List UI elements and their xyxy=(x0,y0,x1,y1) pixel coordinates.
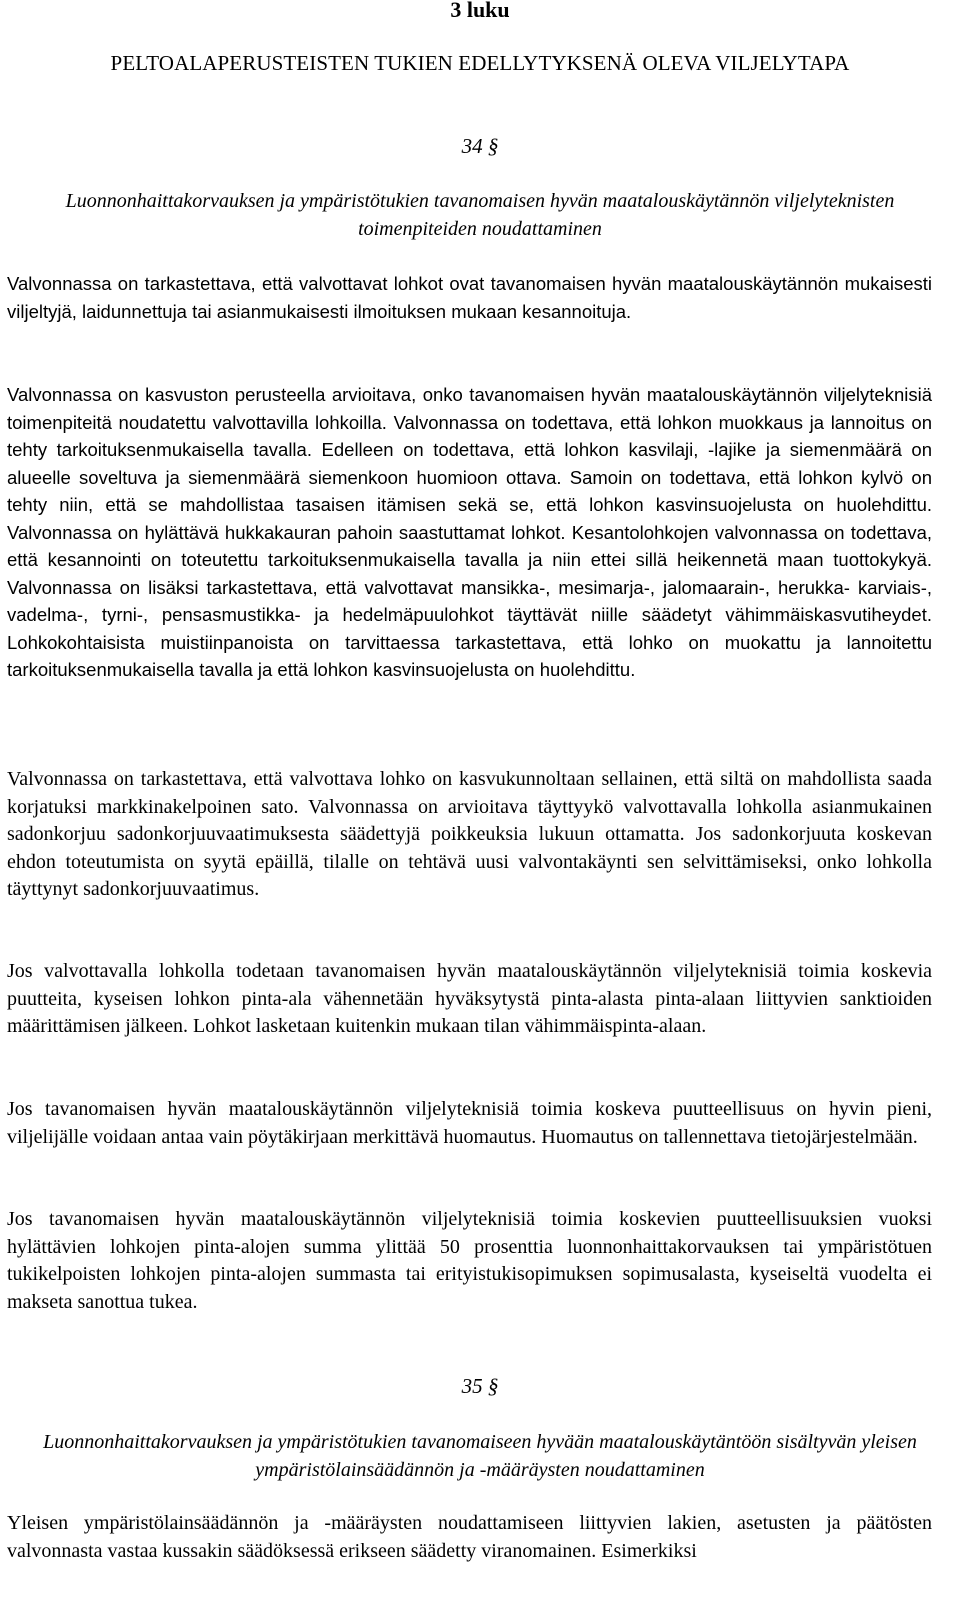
section-34-paragraph-3: Valvonnassa on tarkastettava, että valvottava lohko on kasvukunnoltaan sellainen, että siltä on mahdollista saada korjatuksi markkinakelpoinen sato. Valvonnassa on arvioitava täyttyykö valvottavalla lohkolla asianmukainen sadonkorjuu sadonkorjuuvaatimuksesta säädettyjä poikkeuksia lukuun ottamatta. Jos sadonkorjuuta koskevan ehdon toteutumista on syytä epäillä, tilalle on tehtävä uusi valvontakäynti sen selvittämiseksi, onko lohkolla täyttynyt sadonkorjuuvaatimus. xyxy=(7,768,932,900)
section-35-heading: Luonnonhaittakorvauksen ja ympäristötukien tavanomaiseen hyvään maatalouskäytäntöön sisältyvän yleisen ympäristölainsäädännön ja -määräysten noudattaminen xyxy=(43,1431,917,1481)
section-34-paragraph-2: Valvonnassa on kasvuston perusteella arvioitava, onko tavanomaisen hyvän maatalouskäytännön viljelyteknisiä toimenpiteitä noudatettu valvottavilla lohkoilla. Valvonnassa on todettava, että lohkon muokkaus ja lannoitus on tehty tarkoituksenmukaisella tavalla. Edelleen on todettava, että lohkon kasvilaji, -lajike ja siemenmäärä on alueelle soveltuva ja siemenmäärä siemenkoon huomioon ottava. Samoin on todettava, että lohkon kylvö on tehty niin, että se mahdollistaa tasaisen itämisen sekä se, että lohkon kasvinsuojelusta on huolehdittu. Valvonnassa on hylättävä hukkakauran pahoin saastuttamat lohkot. Kesantolohkojen valvonnassa on todettava, että kesannointi on toteutettu tarkoituksenmukaisella tavalla ja niin ettei sillä heikennetä maan tuottokykyä. Valvonnassa on lisäksi tarkastettava, että valvottavat mansikka-, mesimarja-, jalomaarain-, herukka- karviais-, vadelma-, tyrni-, pensasmustikka- ja hedelmäpuulohkot täyttävät niille säädetyt vähimmäiskasvutiheydet. Lohkokohtaisista muistiinpanoista on tarvittaessa tarkastettava, että lohko on muokattu ja lannoitettu tarkoituksenmukaisella tavalla ja että lohkon kasvinsuojelusta on huolehdittu. xyxy=(7,384,932,680)
section-35-paragraph-1: Yleisen ympäristölainsäädännön ja -määräysten noudattamiseen liittyvien lakien, asetusten ja päätösten valvonnasta vastaa kussakin säädöksessä erikseen säädetty viranomainen. Esimerkiksi xyxy=(7,1512,932,1562)
section-34-paragraph-4: Jos valvottavalla lohkolla todetaan tavanomaisen hyvän maatalouskäytännön viljelyteknisiä toimia koskevia puutteita, kyseisen lohkon pinta-ala vähennetään hyväksytystä pinta-alasta pinta-alaan liittyvien sanktioiden määrittämisen jälkeen. Lohkot lasketaan kuitenkin mukaan tilan vähimmäispinta-alaan. xyxy=(7,960,932,1037)
chapter-title: PELTOALAPERUSTEISTEN TUKIEN EDELLYTYKSENÄ OLEVA VILJELYTAPA xyxy=(110,51,850,75)
section-34-heading: Luonnonhaittakorvauksen ja ympäristötukien tavanomaisen hyvän maatalouskäytännön viljelyteknisten toimenpiteiden noudattaminen xyxy=(65,190,895,240)
section-34-paragraph-6: Jos tavanomaisen hyvän maatalouskäytännön viljelyteknisiä toimia koskevien puutteellisuuksien vuoksi hylättävien lohkojen pinta-alojen summa ylittää 50 prosenttia luonnonhaittakorvauksen tai ympäristötuen tukikelpoisten lohkojen pinta-alojen summasta tai erityistukisopimuksen sopimusalasta, kyseiseltä vuodelta ei makseta sanottua tukea. xyxy=(7,1208,932,1313)
section-34-paragraph-1: Valvonnassa on tarkastettava, että valvottavat lohkot ovat tavanomaisen hyvän maatalouskäytännön mukaisesti viljeltyjä, laidunnettuja tai asianmukaisesti ilmoituksen mukaan kesannoituja. xyxy=(7,273,932,322)
section-34-paragraph-5: Jos tavanomaisen hyvän maatalouskäytännön viljelyteknisiä toimia koskeva puutteellisuus on hyvin pieni, viljelijälle voidaan antaa vain pöytäkirjaan merkittävä huomautus. Huomautus on tallennettava tietojärjestelmään. xyxy=(7,1098,932,1148)
section-35-number: 35 § xyxy=(461,1374,499,1398)
section-34-number: 34 § xyxy=(461,134,499,158)
chapter-label: 3 luku xyxy=(450,0,510,22)
